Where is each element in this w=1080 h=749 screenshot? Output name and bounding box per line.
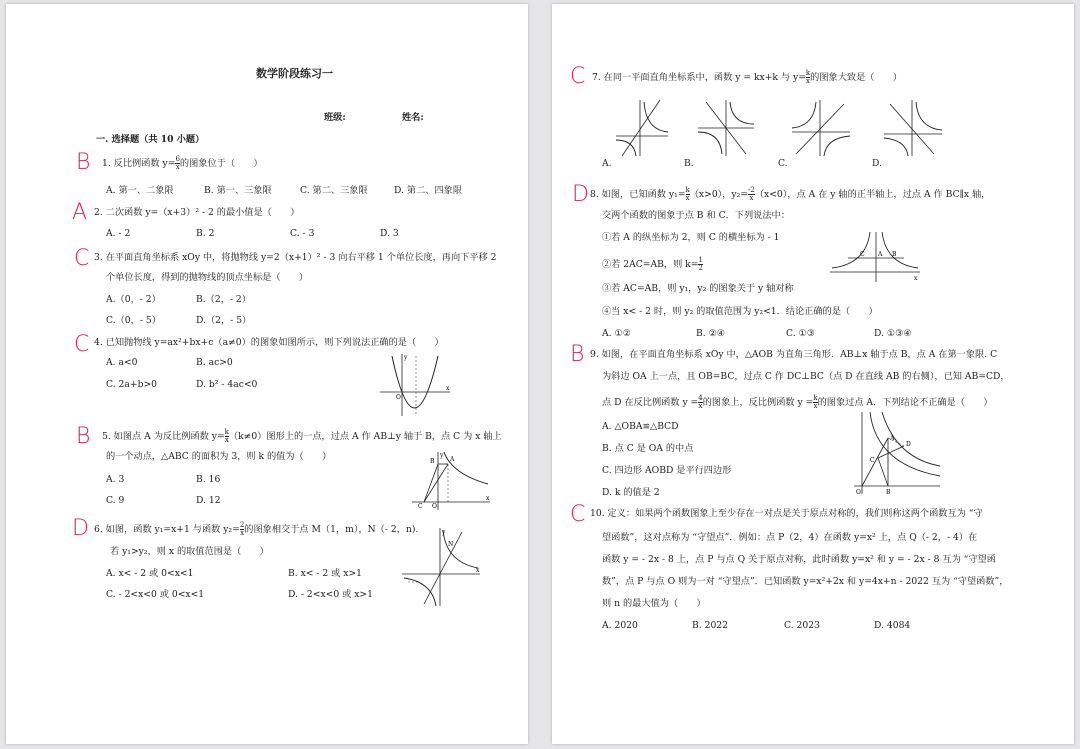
- q8-statement-4: ④当 x< - 2 时，则 y₂ 的取值范围为 y₂<1．结论正确的是（ ）: [602, 306, 878, 317]
- q8-hyperbola-figure: [828, 230, 922, 284]
- q8-statement-2: ②若 2AC=AB，则 k= $\frac{1}{2}$: [602, 256, 703, 272]
- q7-graph-d: [882, 98, 944, 158]
- q10-option-c: C. 2023: [784, 620, 820, 631]
- q2-option-a: A. - 2: [106, 228, 131, 239]
- question-10-line-5: 则 n 的最大值为（ ）: [602, 598, 706, 609]
- q9-option-b: B. 点 C 是 OA 的中点: [602, 443, 694, 454]
- q10-option-a: A. 2020: [602, 620, 638, 631]
- question-7: 7. 在同一平面直角坐标系中，函数 y = kx+k 与 y= $\frac{k}{x}$ 的图象大致是（ ）: [592, 69, 903, 85]
- q5-option-d: D. 12: [196, 495, 221, 506]
- q6-label-x: x: [476, 567, 480, 574]
- section-heading: 一. 选择题（共 10 小题）: [96, 134, 205, 145]
- q1-option-a: A. 第一、二象限: [106, 185, 174, 196]
- q6-label-n: N: [448, 541, 454, 548]
- q7-graph-a: [614, 98, 670, 158]
- q4-option-d: D. b² - 4ac<0: [196, 379, 258, 390]
- q2-option-c: C. - 3: [290, 228, 315, 239]
- q9-option-a: A. △OBA≌△BCD: [602, 421, 679, 432]
- answer-mark-q2: A: [72, 200, 88, 225]
- page-title: 数学阶段练习一: [256, 67, 333, 80]
- q2-option-d: D. 3: [380, 228, 399, 239]
- q5-hyperbola-figure: [410, 450, 492, 512]
- q7-option-b: B.: [684, 158, 694, 169]
- question-9-line-2: 为斜边 OA 上一点，且 OB=BC，过点 C 作 DC⊥BC（点 D 在直线 AB 的右侧），已知 AB=CD，: [602, 371, 1010, 382]
- answer-mark-q5: B: [76, 424, 91, 449]
- question-9-line-3: 点 D 在反比例函数 y = $\frac{4}{x}$ 的图象上，反比例函数 y = $\frac{k}{x}$ 的图象过点 A．下列结论不正确是（ ）: [602, 394, 993, 410]
- q8-option-d: D. ①③④: [874, 328, 912, 339]
- q8-label-a: A: [878, 251, 883, 258]
- question-10-line-1: 10. 定义：如果两个函数图象上至少存在一对点是关于原点对称的，我们则称这两个函数互为 “守: [590, 508, 983, 519]
- q4-option-c: C. 2a+b>0: [106, 379, 157, 390]
- q8-label-c: C: [860, 251, 865, 258]
- q1-option-b: B. 第一、三象限: [204, 185, 272, 196]
- question-3-line-1: 3. 在平面直角坐标系 xOy 中，将抛物线 y=2（x+1）² - 3 向右平移 1 个单位长度，再向下平移 2: [94, 252, 497, 263]
- name-label: 姓名:: [402, 112, 424, 123]
- q9-label-d: D: [906, 441, 911, 448]
- answer-mark-q8: D: [572, 182, 589, 207]
- q7-option-a: A.: [602, 158, 612, 169]
- q7-graph-b: [696, 98, 756, 158]
- q9-label-b: B: [886, 489, 891, 496]
- document-page-1: [6, 4, 528, 744]
- question-10-line-3: 函数 y = - 2x - 8 上，点 P 与点 Q 关于原点对称，此时函数 y=x² 和 y = - 2x - 8 互为 “守望函: [602, 554, 996, 565]
- q9-option-d: D. k 的值是 2: [602, 487, 660, 498]
- q7-option-d: D.: [872, 158, 882, 169]
- document-page-2: [552, 4, 1074, 744]
- q6-option-a: A. x< - 2 或 0<x<1: [106, 568, 194, 579]
- q9-triangle-figure: [852, 410, 942, 496]
- q5-label-y: y: [440, 452, 444, 459]
- question-8-line-2: 交两个函数的图象于点 B 和 C．下列说法中：: [602, 210, 790, 221]
- q5-option-a: A. 3: [106, 474, 125, 485]
- q5-label-o: O: [432, 503, 437, 510]
- q4-y-label: y: [404, 354, 408, 361]
- q4-option-b: B. ac>0: [196, 357, 233, 368]
- question-3-line-2: 个单位长度，得到的抛物线的顶点坐标是（ ）: [106, 272, 309, 283]
- q5-label-x: x: [486, 495, 490, 502]
- q5-label-a: A: [450, 456, 455, 463]
- q8-label-x: x: [914, 275, 918, 282]
- q5-option-c: C. 9: [106, 495, 125, 506]
- answer-mark-q7: C: [570, 64, 586, 89]
- q3-option-d: D.（2，- 5）: [196, 315, 252, 326]
- q7-graph-c: [790, 98, 852, 158]
- q4-x-label: x: [446, 385, 450, 392]
- question-10-line-4: 数”，点 P 与点 O 则为一对 “守望点”．已知函数 y=x²+2x 和 y=4x+n - 2022 互为 “守望函数”，: [602, 576, 1009, 587]
- q9-label-a: A: [890, 435, 895, 442]
- question-9-line-1: 9. 如图，在平面直角坐标系 xOy 中，△AOB 为直角三角形．AB⊥x 轴于点 B，点 A 在第一象限. C: [590, 349, 998, 360]
- q8-statement-1: ①若 A 的纵坐标为 2，则 C 的横坐标为 - 1: [602, 232, 780, 243]
- q4-origin-label: O: [396, 394, 401, 401]
- question-6-line-1: 6. 如图，函数 y₁=x+1 与函数 y₂= $\frac{2}{x}$ 的图象相交于点 M（1，m），N（- 2，n).: [94, 521, 419, 537]
- answer-mark-q6: D: [72, 516, 89, 541]
- question-1: 1. 反比例函数 y= $\frac{6}{x}$ 的图象位于（ ）: [102, 155, 263, 171]
- answer-mark-q9: B: [570, 342, 585, 367]
- q3-option-c: C.（0，- 5）: [106, 315, 161, 326]
- q3-option-a: A.（0，- 2）: [106, 294, 161, 305]
- q8-option-c: C. ①③: [786, 328, 816, 339]
- q8-option-a: A. ①②: [602, 328, 631, 339]
- question-6-line-2: 若 y₁>y₂，则 x 的取值范围是（ ）: [110, 546, 269, 557]
- q8-statement-3: ③若 AC=AB，则 y₁，y₂ 的图象关于 y 轴对称: [602, 283, 794, 294]
- answer-mark-q1: B: [76, 150, 91, 175]
- q7-option-c: C.: [778, 158, 788, 169]
- q9-label-c: C: [870, 457, 875, 464]
- answer-mark-q4: C: [74, 332, 90, 357]
- q5-label-b: B: [430, 458, 435, 465]
- q8-option-b: B. ②④: [696, 328, 726, 339]
- class-label: 班级:: [324, 112, 346, 123]
- question-5-line-1: 5. 如图点 A 为反比例函数 y= $\frac{k}{x}$ （k≠0）图形上的一点，过点 A 作 AB⊥y 轴于 B，点 C 为 x 轴上: [102, 428, 502, 444]
- question-8-line-1: 8. 如图，已知函数 y₁= $\frac{k}{x}$ （x>0），y₂= $\frac{-2}{x}$ （x<0），点 A 在 y 轴的正半轴上，过点 A 作 BC∥x 轴，: [590, 186, 991, 202]
- question-10-line-2: 望函数”，这对点称为 “守望点”．例如：点 P（2，4）在函数 y=x² 上，点 Q（- 2，- 4）在: [602, 532, 978, 543]
- q10-option-b: B. 2022: [692, 620, 728, 631]
- question-2: 2. 二次函数 y=（x+3）² - 2 的最小值是（ ）: [94, 207, 300, 218]
- q6-label-y: y: [442, 529, 446, 536]
- q6-function-figure: [400, 526, 484, 608]
- q5-option-b: B. 16: [196, 474, 221, 485]
- q10-option-d: D. 4084: [874, 620, 911, 631]
- q6-option-c: C. - 2<x<0 或 0<x<1: [106, 589, 205, 600]
- question-4: 4. 已知抛物线 y=ax²+bx+c（a≠0）的图象如图所示，则下列说法正确的是（ ）: [94, 337, 444, 348]
- q1-option-d: D. 第二、四象限: [394, 185, 463, 196]
- q5-label-c: C: [418, 503, 423, 510]
- q9-label-o: O: [856, 489, 861, 496]
- q4-parabola-figure: [378, 350, 454, 418]
- q8-label-b: B: [892, 251, 897, 258]
- q1-option-c: C. 第二、三象限: [300, 185, 368, 196]
- q6-option-d: D. - 2<x<0 或 x>1: [288, 589, 373, 600]
- q6-option-b: B. x< - 2 或 x>1: [288, 568, 363, 579]
- answer-mark-q10: C: [570, 502, 586, 527]
- q3-option-b: B.（2，- 2）: [196, 294, 251, 305]
- answer-mark-q3: C: [74, 246, 90, 271]
- q9-option-c: C. 四边形 AOBD 是平行四边形: [602, 465, 732, 476]
- question-5-line-2: 的一个动点，△ABC 的面积为 3，则 k 的值为（ ）: [106, 451, 332, 462]
- q4-option-a: A. a<0: [106, 357, 138, 368]
- q2-option-b: B. 2: [196, 228, 215, 239]
